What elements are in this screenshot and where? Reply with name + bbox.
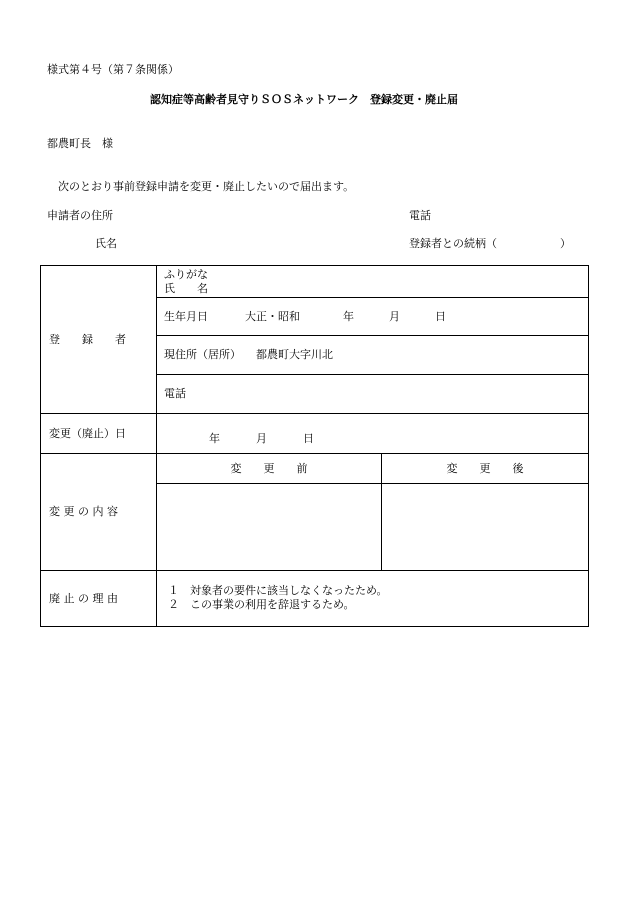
residence-cell[interactable] (157, 336, 589, 375)
birthdate-cell[interactable] (157, 298, 589, 336)
abolish-reason-label-cell (41, 571, 157, 627)
furigana-name-cell[interactable] (157, 266, 589, 298)
change-month-label: 月 (256, 431, 267, 445)
residence-value: 都農町大字川北 (256, 348, 333, 361)
applicant-name-label: 氏名 (95, 237, 117, 250)
before-label: 変 更 前 (230, 461, 308, 475)
birthdate-label: 生年月日 (164, 309, 208, 323)
form-number: 様式第４号（第７条関係） (47, 63, 179, 76)
change-year-label: 年 (209, 431, 220, 445)
name-label: 氏 名 (164, 281, 208, 295)
furigana-row (41, 266, 589, 298)
intro-text: 次のとおり事前登録申請を変更・廃止したいので届出ます。 (58, 180, 355, 193)
change-date-cell[interactable] (157, 414, 589, 454)
phone-cell[interactable] (157, 375, 589, 414)
applicant-relation-label: 登録者との続柄（ (409, 237, 497, 250)
page-title: 認知症等高齢者見守りＳＯＳネットワーク 登録変更・廃止届 (150, 93, 458, 106)
era-options: 大正・昭和 (245, 309, 300, 323)
abolish-reason-row (41, 571, 589, 627)
residence-label: 現住所（居所） (164, 348, 241, 361)
furigana-label: ふりがな (164, 267, 208, 281)
change-content-label: 変 更 の 内 容 (49, 505, 118, 518)
phone-label: 電話 (164, 387, 186, 400)
before-content-cell[interactable] (157, 484, 382, 571)
registrant-label-cell (41, 266, 157, 414)
birth-month-label: 月 (389, 309, 400, 323)
change-day-label: 日 (303, 431, 314, 445)
reason-2: ２ この事業の利用を辞退するため。 (168, 598, 355, 611)
after-content-cell[interactable] (382, 484, 589, 571)
change-date-row (41, 414, 589, 454)
applicant-address-label: 申請者の住所 (47, 209, 113, 222)
change-date-label-cell (41, 414, 157, 454)
change-date-label: 変更（廃止）日 (49, 426, 126, 440)
change-content-label-cell (41, 454, 157, 571)
change-header-row (41, 454, 589, 484)
addressee: 都農町長 様 (47, 137, 113, 150)
before-header-cell (157, 454, 382, 484)
birth-year-label: 年 (343, 309, 354, 323)
applicant-phone-label: 電話 (409, 209, 431, 222)
after-header-cell (382, 454, 589, 484)
form-table (40, 265, 589, 627)
birth-day-label: 日 (435, 309, 446, 323)
after-label: 変 更 後 (446, 461, 524, 475)
reason-1: １ 対象者の要件に該当しなくなったため。 (168, 584, 388, 597)
registrant-label: 登 録 者 (49, 332, 126, 346)
abolish-reason-cell[interactable] (157, 571, 589, 627)
applicant-relation-close: ） (560, 237, 571, 250)
abolish-reason-label: 廃 止 の 理 由 (49, 591, 118, 605)
